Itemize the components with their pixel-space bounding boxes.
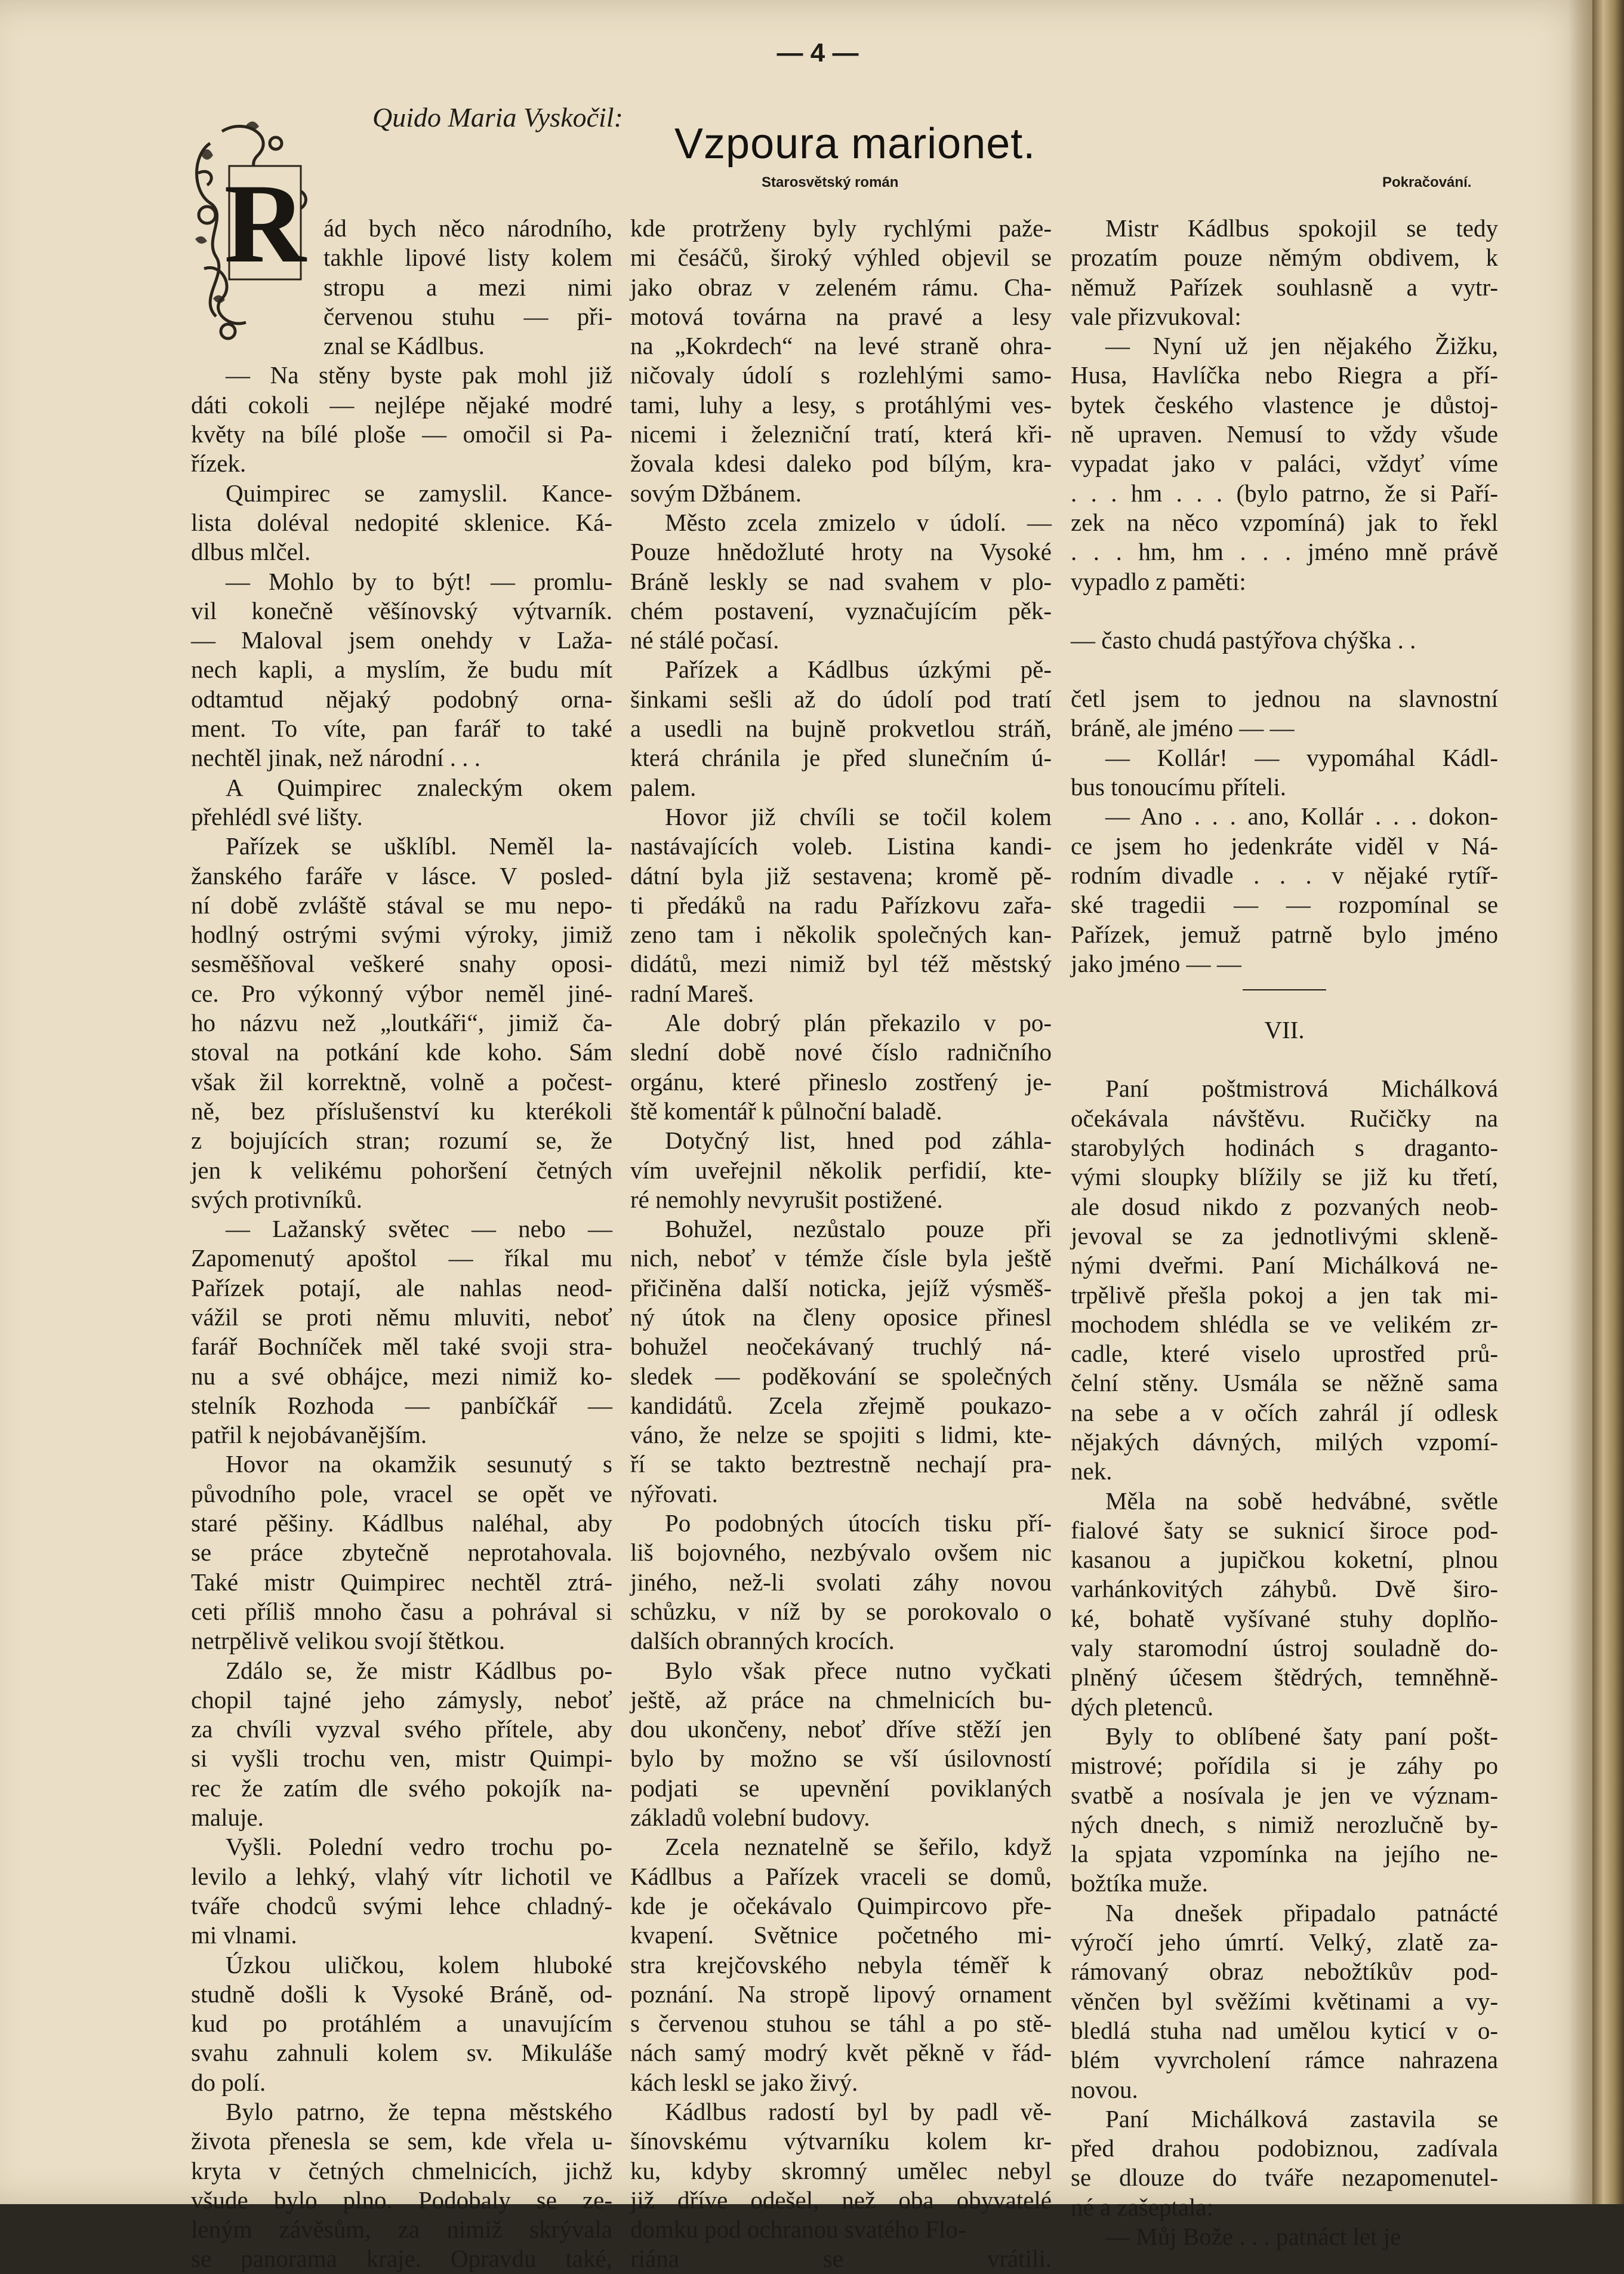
section-divider bbox=[1243, 989, 1326, 990]
text-line: nechtěl jinak, než národní . . . bbox=[191, 744, 480, 772]
text-line: ád bych něco národního, bbox=[323, 214, 612, 242]
text-line: květy na bílé ploše — omočil si Pa- bbox=[191, 420, 612, 448]
text-line: Hovor již chvíli se točil kolem bbox=[665, 802, 1052, 830]
text-line: starobylých hodinách s draganto- bbox=[1071, 1134, 1498, 1162]
text-line: vím uveřejnil několik perfidií, kte- bbox=[630, 1156, 1052, 1184]
text-line: blém vyvrcholení rámce nahrazena bbox=[1071, 2046, 1498, 2074]
text-line: ní době zvláště stával se mu nepo- bbox=[191, 891, 612, 919]
text-line: života přenesla se sem, kde vřela u- bbox=[191, 2127, 612, 2155]
text-line: levilo a lehký, vlahý vítr lichotil ve bbox=[191, 1862, 612, 1890]
text-line: jako obraz v zeleném rámu. Cha- bbox=[630, 273, 1052, 301]
text-line: nýřovati. bbox=[630, 1479, 718, 1507]
text-line: — Můj Bože . . . patnáct let je bbox=[1105, 2223, 1401, 2250]
text-line: Paní Michálková zastavila se bbox=[1105, 2104, 1498, 2133]
text-line: trpělivě přešla pokoj a jen tak mi- bbox=[1071, 1281, 1498, 1309]
text-line: základů volební budovy. bbox=[630, 1804, 870, 1832]
text-line: dlbus mlčel. bbox=[191, 538, 311, 566]
text-line: ný útok na členy oposice přinesl bbox=[630, 1303, 1052, 1331]
text-line: Dotyčný list, hned pod záhla- bbox=[665, 1127, 1052, 1155]
text-line: ce. Pro výkonný výbor neměl jiné- bbox=[191, 979, 612, 1007]
text-line: Ale dobrý plán překazilo v po- bbox=[665, 1009, 1052, 1037]
text-line: Zapomenutý apoštol — říkal mu bbox=[191, 1244, 612, 1272]
text-line: Bylo patrno, že tepna městského bbox=[226, 2098, 612, 2125]
text-line: ří se takto beztrestně nechají pra- bbox=[630, 1450, 1052, 1478]
text-line: vážil se proti němu mluviti, neboť bbox=[191, 1303, 612, 1331]
text-line: stropu a mezi nimi bbox=[323, 273, 612, 301]
text-line: věnčen byl svěžími květinami a vy- bbox=[1071, 1987, 1498, 2015]
text-line: nicemi i železniční tratí, která kři- bbox=[630, 420, 1052, 448]
text-line: Pařízek potají, ale nahlas neod- bbox=[191, 1273, 612, 1301]
text-line: . . . hm . . . (bylo patrno, že si Paří- bbox=[1071, 479, 1498, 507]
text-line: plněný účesem štědrých, temněhně- bbox=[1071, 1663, 1498, 1691]
text-line: kasanou a jupičkou koketní, plnou bbox=[1071, 1546, 1498, 1574]
text-line: na sebe a v očích zahrál jí odlesk bbox=[1071, 1398, 1498, 1426]
text-line: za chvíli vyzval svého přítele, aby bbox=[191, 1715, 612, 1743]
text-line: podjati se upevnění poviklaných bbox=[630, 1774, 1052, 1802]
text-line: svých protivníků. bbox=[191, 1185, 362, 1213]
text-line: s červenou stuhou se táhl a po stě- bbox=[630, 2010, 1052, 2038]
text-line: Pařízek, jemuž patrně bylo jméno bbox=[1071, 920, 1498, 948]
text-line: — Kollár! — vypomáhal Kádl- bbox=[1105, 743, 1498, 771]
text-line: kách leskl se jako živý. bbox=[630, 2068, 858, 2096]
text-line: svatbě a nosívala je jen ve význam- bbox=[1071, 1781, 1498, 1809]
text-line: ště komentář k půlnoční baladě. bbox=[630, 1097, 942, 1125]
text-line: vale přizvukoval: bbox=[1071, 302, 1241, 330]
text-line: sovým Džbánem. bbox=[630, 479, 802, 507]
text-line: nách samý modrý květ pěkně v řád- bbox=[630, 2039, 1052, 2067]
text-line: farář Bochníček měl také svoji stra- bbox=[191, 1333, 612, 1361]
text-line: kvapení. Světnice početného mi- bbox=[630, 1921, 1052, 1949]
text-line: nu a své obhájce, mezi nimiž ko- bbox=[191, 1362, 612, 1390]
text-line: Zdálo se, že mistr Kádlbus po- bbox=[226, 1656, 612, 1684]
text-line: stoval na potkání kde koho. Sám bbox=[191, 1038, 612, 1066]
text-line: znal se Kádlbus. bbox=[323, 332, 485, 360]
text-line: staré pěšiny. Kádlbus naléhal, aby bbox=[191, 1509, 612, 1537]
text-line: ceti příliš mnoho času a pohrával si bbox=[191, 1597, 612, 1625]
text-line: A Quimpirec znaleckým okem bbox=[226, 773, 612, 801]
text-line: kryta v četných chmelnicích, jichž bbox=[191, 2156, 612, 2184]
text-line: všude bylo plno. Podobaly se ze- bbox=[191, 2186, 612, 2214]
text-line: netrpělivě velikou svojí štětkou. bbox=[191, 1627, 506, 1655]
text-line: přičiněna další noticka, jejíž výsměš- bbox=[630, 1273, 1052, 1301]
text-line: odtamtud nějaký podobný orna- bbox=[191, 685, 612, 713]
text-line: Pařízek a Kádlbus úzkými pě- bbox=[665, 656, 1052, 684]
text-line: se panorama kraje. Opravdu také, bbox=[191, 2245, 612, 2273]
text-line: schůzku, v níž by se porokovalo o bbox=[630, 1597, 1052, 1625]
text-line: rámovaný obraz nebožtíkův pod- bbox=[1071, 1958, 1498, 1986]
text-line: šínovskému výtvarníku kolem kr- bbox=[630, 2127, 1052, 2155]
article-subtitle: Starosvětský román bbox=[762, 174, 899, 190]
text-line: — Ano . . . ano, Kollár . . . dokon- bbox=[1105, 802, 1498, 830]
text-line: studně došli k Vysoké Bráně, od- bbox=[191, 1980, 612, 2008]
text-line: orgánu, které přineslo zostřený je- bbox=[630, 1067, 1052, 1096]
poem-quote: — často chudá pastýřova chýška . . bbox=[1071, 626, 1416, 654]
text-line: jevoval se za jednotlivými skleně- bbox=[1071, 1221, 1498, 1250]
text-line: Byly to oblíbené šaty paní pošt- bbox=[1105, 1722, 1498, 1750]
text-line: bus tonoucímu příteli. bbox=[1071, 773, 1286, 801]
text-line: dátní byla již sestavena; kromě pě- bbox=[630, 861, 1052, 890]
text-line: bledlá stuha nad umělou kyticí v o- bbox=[1071, 2016, 1498, 2044]
book-spine bbox=[1592, 0, 1624, 2204]
text-line: se práce zbytečně neprotahovala. bbox=[191, 1538, 612, 1567]
text-line: Vyšli. Polední vedro trochu po- bbox=[226, 1833, 612, 1861]
text-line: tami, luhy a lesy, s protáhlými ves- bbox=[630, 390, 1052, 419]
text-line: ti předáků na radu Pařízkovu zařa- bbox=[630, 891, 1052, 919]
text-line: která chránila je před slunečním ú- bbox=[630, 744, 1052, 772]
text-line: kud po protáhlém a unavujícím bbox=[191, 2010, 612, 2038]
text-line: kde je očekávalo Quimpircovo pře- bbox=[630, 1891, 1052, 1919]
text-line: ku, kdyby skromný umělec nebyl bbox=[630, 2156, 1052, 2184]
text-column-2 bbox=[630, 214, 1052, 2274]
text-line: očekávala návštěvu. Ručičky na bbox=[1071, 1104, 1498, 1132]
text-line: valy staromodní ústroj souladně do- bbox=[1071, 1634, 1498, 1662]
text-line: leným závěsům, za nimiž skrývala bbox=[191, 2215, 612, 2244]
text-line: ré nemohly nevyrušit postižené. bbox=[630, 1185, 943, 1213]
text-line: Mistr Kádlbus spokojil se tedy bbox=[1105, 214, 1498, 242]
text-line: palem. bbox=[630, 773, 697, 801]
text-line: Bohužel, nezůstalo pouze při bbox=[665, 1215, 1052, 1243]
text-line: hodlný ostrými svými výroky, jimiž bbox=[191, 921, 612, 949]
text-line: prozatím pouze němým obdivem, k bbox=[1071, 244, 1498, 272]
text-line: la spjata vzpomínka na jejího ne- bbox=[1071, 1840, 1498, 1868]
text-line: rec že zatím dle svého pokojík na- bbox=[191, 1774, 612, 1802]
text-line: né a zašeptala: bbox=[1071, 2193, 1214, 2221]
text-line: sledek — poděkování se společných bbox=[630, 1362, 1052, 1390]
text-line: mistrové; pořídila si je záhy po bbox=[1071, 1752, 1498, 1780]
text-line: nými dveřmi. Paní Michálková ne- bbox=[1071, 1251, 1498, 1279]
text-column-3 bbox=[1071, 214, 1498, 2251]
text-line: nek. bbox=[1071, 1457, 1113, 1485]
text-line: dých pletenců. bbox=[1071, 1693, 1214, 1721]
text-line: vil konečně věšínovský výtvarník. bbox=[191, 596, 612, 624]
text-line: šinkami sešli až do údolí pod tratí bbox=[630, 685, 1052, 713]
text-line: dalších obranných krocích. bbox=[630, 1627, 895, 1655]
text-line: vypadlo z paměti: bbox=[1071, 567, 1246, 595]
text-line: Po podobných útocích tisku pří- bbox=[665, 1509, 1052, 1537]
text-line: božtíka muže. bbox=[1071, 1869, 1208, 1897]
text-line: němuž Pařízek souhlasně a vytr- bbox=[1071, 273, 1498, 301]
text-line: Kádlbus radostí byl by padl vě- bbox=[665, 2098, 1052, 2125]
text-line: zek na něco vzpomíná) jak to řekl bbox=[1071, 508, 1498, 536]
text-line: ment. To víte, pan farář to také bbox=[191, 715, 612, 743]
text-line: chopil tajné jeho zámysly, neboť bbox=[191, 1685, 612, 1713]
text-line: Zcela neznatelně se šeřilo, když bbox=[665, 1833, 1052, 1861]
text-line: před drahou podobiznou, zadívala bbox=[1071, 2134, 1498, 2162]
text-line: . . . hm, hm . . . jméno mně právě bbox=[1071, 538, 1498, 566]
text-line: chém postavení, vyznačujícím pěk- bbox=[630, 596, 1052, 624]
text-line: žovala kdesi daleko pod bílým, kra- bbox=[630, 450, 1052, 478]
text-line: však žil korrektně, volně a počest- bbox=[191, 1067, 612, 1096]
text-line: dáti cokoli — nejlépe nějaké modré bbox=[191, 390, 612, 419]
text-line: jiného, než-li svolati záhy novou bbox=[630, 1568, 1052, 1596]
text-line: zeno tam i několik společných kan- bbox=[630, 921, 1052, 949]
text-line: bytek českého vlastence je důstoj- bbox=[1071, 390, 1498, 419]
text-line: červenou stuhu — při- bbox=[323, 302, 612, 330]
text-line: a usedli na bujně prokvetlou stráň, bbox=[630, 715, 1052, 743]
text-line: si vyšli trochu ven, mistr Quimpi- bbox=[191, 1744, 612, 1773]
text-line: takhle lipové listy kolem bbox=[323, 244, 612, 272]
text-line: mochodem shlédla se ve velikém zr- bbox=[1071, 1310, 1498, 1338]
text-line: ještě, až práce na chmelnicích bu- bbox=[630, 1685, 1052, 1713]
text-line: kandidátů. Zcela zřejmě poukazo- bbox=[630, 1391, 1052, 1419]
text-column-1 bbox=[191, 214, 612, 2274]
text-line: z bojujících stran; rozumí se, že bbox=[191, 1127, 612, 1155]
text-line: jen k velikému pohoršení četných bbox=[191, 1156, 612, 1184]
text-line: stra krejčovského nebyla téměř k bbox=[630, 1950, 1052, 1978]
text-line: ných dnech, s nimiž nerozlučně by- bbox=[1071, 1810, 1498, 1838]
text-line: již dříve odešel, než oba obyvatelé bbox=[630, 2186, 1052, 2214]
text-line: Pařízek se ušklíbl. Neměl la- bbox=[226, 832, 612, 860]
text-line: nech kapli, a myslím, že budu mít bbox=[191, 656, 612, 684]
text-line: se dlouze do tváře nezapomenutel- bbox=[1071, 2164, 1498, 2192]
text-line: Bráně leskly se nad svahem v plo- bbox=[630, 567, 1052, 595]
text-line: lista doléval nedopité sklenice. Ká- bbox=[191, 508, 612, 536]
text-line: Město zcela zmizelo v údolí. — bbox=[665, 508, 1052, 536]
text-line: Paní poštmistrová Michálková bbox=[1105, 1075, 1498, 1103]
text-line: ho názvu než „loutkáři“, jimiž ča- bbox=[191, 1009, 612, 1037]
text-line: mi vlnami. bbox=[191, 1921, 297, 1949]
text-line: domku pod ochranou svatého Flo- bbox=[630, 2215, 966, 2244]
text-line: mi česáčů, široký výhled objevil se bbox=[630, 244, 1052, 272]
text-line: ně upraven. Nemusí to vždy všude bbox=[1071, 420, 1498, 448]
text-line: — Mohlo by to být! — promlu- bbox=[226, 567, 612, 595]
text-line: — Maloval jsem onehdy v Laža- bbox=[191, 626, 612, 654]
text-line: četl jsem to jednou na slavnostní bbox=[1071, 685, 1498, 713]
text-line: cadle, které viselo uprostřed prů- bbox=[1071, 1340, 1498, 1368]
text-line: váno, že nelze se spojiti s lidmi, kte- bbox=[630, 1421, 1052, 1449]
text-line: patřil k nejobávanějším. bbox=[191, 1421, 427, 1449]
text-line: maluje. bbox=[191, 1804, 264, 1832]
text-line: žanského faráře v lásce. V posled- bbox=[191, 861, 612, 890]
text-line: stelník Rozhoda — panbíčkář — bbox=[191, 1391, 612, 1419]
text-line: ale dosud nikdo z pozvaných neob- bbox=[1071, 1192, 1498, 1220]
text-line: Na dnešek připadalo patnácté bbox=[1105, 1898, 1498, 1927]
text-line: do polí. bbox=[191, 2068, 266, 2096]
text-line: Quimpirec se zamyslil. Kance- bbox=[226, 479, 612, 507]
text-line: — Na stěny byste pak mohl již bbox=[226, 361, 612, 389]
text-line: motová továrna na pravé a lesy bbox=[630, 302, 1052, 330]
chapter-heading: VII. bbox=[1264, 1016, 1305, 1044]
text-line: Husa, Havlíčka nebo Riegra a pří- bbox=[1071, 361, 1498, 389]
text-line: nich, neboť v témže čísle byla ještě bbox=[630, 1244, 1052, 1272]
text-line: Bylo však přece nutno vyčkati bbox=[665, 1656, 1052, 1684]
text-line: bráně, ale jméno — — bbox=[1071, 714, 1295, 742]
text-line: dou ukončeny, neboť dříve stěží jen bbox=[630, 1715, 1052, 1743]
article-title: Vzpoura marionet. bbox=[674, 120, 1036, 168]
text-line: nastávajících voleb. Listina kandi- bbox=[630, 832, 1052, 860]
text-line: Měla na sobě hedvábné, světle bbox=[1105, 1487, 1498, 1515]
text-line: — Nyní už jen nějakého Žižku, bbox=[1105, 332, 1498, 360]
page-number: — 4 — bbox=[776, 38, 859, 67]
text-line: ké, bohatě vyšívané stuhy doplňo- bbox=[1071, 1604, 1498, 1632]
text-line: sesměšňoval veškeré snahy oposi- bbox=[191, 950, 612, 978]
text-line: jako jméno — — bbox=[1071, 949, 1241, 977]
text-line: poznání. Na stropě lipový ornament bbox=[630, 1980, 1052, 2008]
text-line: ničovaly údolí s rozlehlými samo- bbox=[630, 361, 1052, 389]
text-line: né stálé počasí. bbox=[630, 626, 779, 654]
text-line: radní Mareš. bbox=[630, 979, 754, 1007]
text-line: řízek. bbox=[191, 450, 246, 478]
author-name: Quido Maria Vyskočil: bbox=[372, 102, 623, 133]
text-line: ské tragedii — — rozpomínal se bbox=[1071, 891, 1498, 919]
text-line: tváře chodců svými lehce chladný- bbox=[191, 1891, 612, 1919]
text-line: fialové šaty se suknicí široce pod- bbox=[1071, 1516, 1498, 1544]
text-line: původního pole, vracel se opět ve bbox=[191, 1479, 612, 1507]
text-line: svahu zahnuli kolem sv. Mikuláše bbox=[191, 2039, 612, 2067]
text-line: Také mistr Quimpirec nechtěl ztrá- bbox=[191, 1568, 612, 1596]
continued-note: Pokračování. bbox=[1382, 174, 1472, 190]
text-line: Hovor na okamžik sesunutý s bbox=[226, 1450, 612, 1478]
text-line: bylo by možno se vší úsilovností bbox=[630, 1744, 1052, 1773]
text-line: slední době nové číslo radničního bbox=[630, 1038, 1052, 1066]
text-line: kde protrženy byly rychlými paže- bbox=[630, 214, 1052, 242]
text-line: riána se vrátili. bbox=[630, 2245, 1052, 2273]
text-line: didátů, mezi nimiž byl též městský bbox=[630, 950, 1052, 978]
text-line: Kádlbus a Pařízek vraceli se domů, bbox=[630, 1862, 1052, 1890]
text-line: na „Kokrdech“ na levé straně ohra- bbox=[630, 332, 1052, 360]
text-line: čelní stěny. Usmála se něžně sama bbox=[1071, 1369, 1498, 1397]
text-line: novou. bbox=[1071, 2075, 1138, 2103]
text-line: ce jsem ho jedenkráte viděl v Ná- bbox=[1071, 832, 1498, 860]
text-line: Úzkou uličkou, kolem hluboké bbox=[226, 1950, 612, 1978]
text-line: vypadat jako v paláci, vždyť víme bbox=[1071, 450, 1498, 478]
text-line: přehlédl své lišty. bbox=[191, 802, 363, 830]
text-line: liš bojovného, nezbývalo ovšem nic bbox=[630, 1538, 1052, 1567]
text-line: nějakých dávných, milých vzpomí- bbox=[1071, 1427, 1498, 1456]
text-line: výročí jeho úmrtí. Velký, zlatě za- bbox=[1071, 1928, 1498, 1956]
text-line: vými sloupky blížily se již ku třetí, bbox=[1071, 1163, 1498, 1191]
text-line: rodním divadle . . . v nějaké rytíř- bbox=[1071, 861, 1498, 889]
text-line: bohužel neočekávaný truchlý ná- bbox=[630, 1333, 1052, 1361]
dropcap-letter: R bbox=[224, 161, 306, 287]
text-line: — Lažanský světec — nebo — bbox=[226, 1215, 612, 1243]
text-line: Pouze hnědožluté hroty na Vysoké bbox=[630, 538, 1052, 566]
text-line: varhánkovitých záhybů. Dvě širo- bbox=[1071, 1575, 1498, 1603]
text-line: ně, bez příslušenství ku kterékoli bbox=[191, 1097, 612, 1125]
